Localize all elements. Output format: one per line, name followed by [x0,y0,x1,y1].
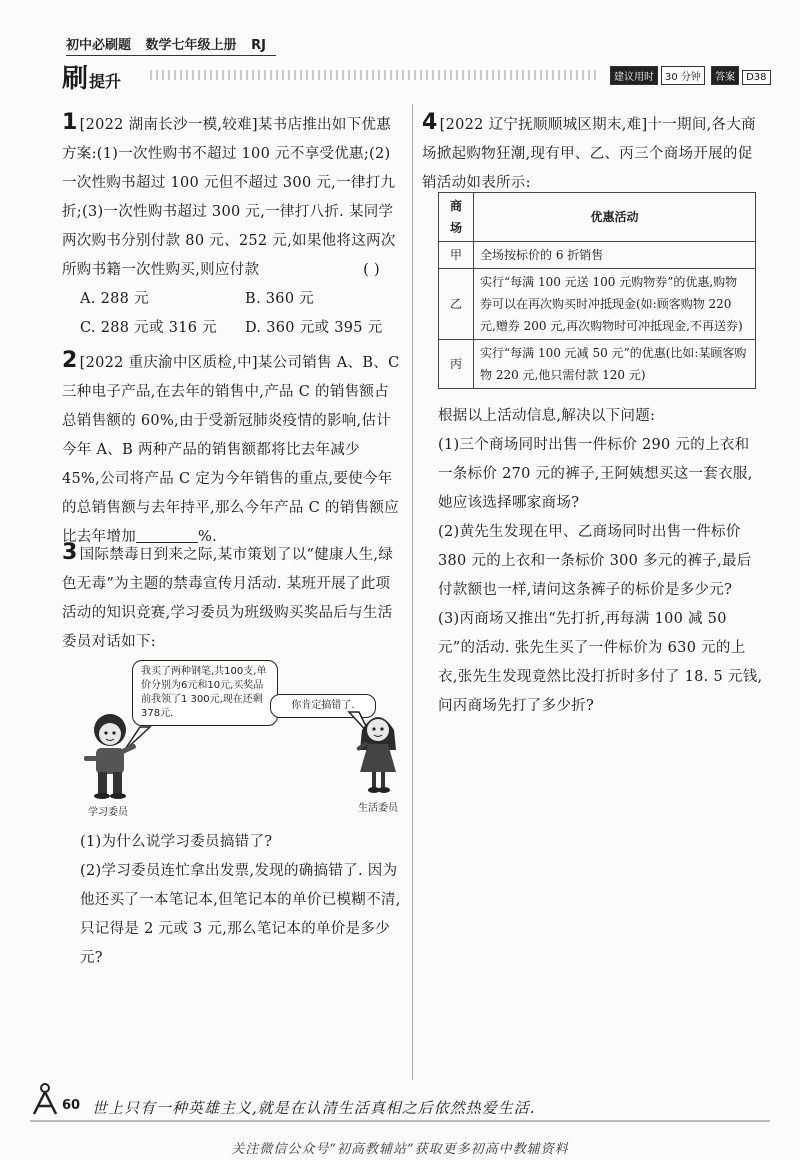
time-value: 30 分钟 [661,66,705,85]
question-text: 国际禁毒日到来之际,某市策划了以“健康人生,绿色无毒”为主题的禁毒宣传月活动. 某班开展了此项活动的知识竞赛,学习委员为班级购买奖品后与生活委员对话如下: [62,547,394,650]
sub-question-3: (3)丙商场又推出“先打折,再每满 100 减 50 元”的活动. 张先生买了一件标价为 630 元的上衣,张先生发现竟然比没打折时多付了 18. 5 元钱,问丙商场先打了多少折? [438,611,763,714]
time-answer-box [610,66,774,85]
answer-paren: ( ) [363,262,380,278]
footer-notice: 关注微信公众号“初高教辅站”获取更多初高中教辅资料 [231,1142,569,1157]
question-number: 2 [62,348,78,373]
question-number: 3 [62,540,78,565]
series-name: 初中必刷题 [66,38,132,53]
promotion-table [438,192,756,389]
question-text: [2022 辽宁抚顺顺城区期末,难]十一期间,各大商场掀起购物狂潮,现有甲、乙、丙三个商场开展的促销活动如表所示: [422,117,756,191]
footer-motto: 世上只有一种英雄主义,就是在认清生活真相之后依然热爱生活. [92,1099,536,1117]
option-b: B. 360 元 [245,291,315,307]
sub-question-2: (2)黄先生发现在甲、乙商场同时出售一件标价 380 元的上衣和一条标价 300 多元的裤子,最后付款额也一样,请问这条裤子的标价是多少元? [438,524,752,598]
time-label: 建议用时 [610,66,658,85]
edition-label: RJ [251,38,266,53]
question-1 [62,108,400,343]
speech-bubble-study: 我买了两种钢笔,共100支,单价分别为6元和10元,买奖品前我领了1 300元,现在还剩378元. [132,660,278,726]
option-a: A. 288 元 [80,291,149,307]
page-number: 60 [62,1098,81,1113]
store-cell: 甲 [439,242,474,269]
subject-name: 数学七年级上册 [145,38,237,53]
brand-big: 刷 [62,64,88,94]
column-divider [412,104,413,1080]
sub-question-1: (1)三个商场同时出售一件标价 290 元的上衣和一条标价 270 元的裤子,王阿姨想买这一套衣服,她应该选择哪家商场? [438,437,753,511]
brand-small: 提升 [89,72,122,91]
person-label-study: 学习委员 [88,807,128,818]
question-3-parts [80,828,402,973]
table-row [439,340,756,389]
life-committee-figure [350,710,406,796]
footer-line [30,1120,770,1122]
store-cell: 丙 [439,340,474,389]
question-tail: %. [198,529,217,545]
study-committee-figure [78,712,142,800]
table-row [439,269,756,340]
sub-question-1: (1)为什么说学习委员搞错了? [80,834,273,850]
table-row [439,242,756,269]
activity-cell: 实行“每满 100 元送 100 元购物券”的优惠,购物券可以在再次购买时冲抵现金(如:顾客购物 220 元,赠券 200 元,再次购物时可冲抵现金,不再送券) [474,269,756,340]
sub-question-2: (2)学习委员连忙拿出发票,发现的确搞错了. 因为他还买了一本笔记本,但笔记本的单价已模糊不清,只记得是 2 元或 3 元,那么笔记本的单价是多少元? [80,863,401,966]
question-text: [2022 湖南长沙一模,较难]某书店推出如下优惠方案:(1)一次性购书不超过 100 元不享受优惠;(2)一次性购书超过 100 元但不超过 300 元,一律打九折;(3)一次性购书超过 300 元,一律打八折. 某同学两次购书分别付款 80 元、252 元,如果他将这两次所购书籍一次性购买,则应付款 [62,117,396,278]
table-header: 商场 [439,193,474,242]
question-4 [422,108,766,198]
table-header-row [439,193,756,242]
person-label-life: 生活委员 [358,803,398,814]
speech-bubble-life: 你肯定搞错了. [270,694,376,718]
book-header [66,34,276,56]
table-header: 优惠活动 [474,193,756,242]
question-2 [62,346,400,552]
question-text: [2022 重庆渝中区质检,中]某公司销售 A、B、C 三种电子产品,在去年的销售中,产品 C 的销售额占总销售额的 60%,由于受新冠肺炎疫情的影响,估计今年 A、B 两种产品的销售额都将比去年减少 45%,公司将产品 C 定为今年销售的重点,要使今年的总销售额与去年持平,那么今年产品 C 的销售额应比去年增加 [62,355,400,545]
header-dash-divider [150,70,600,80]
question-4-parts [438,402,764,721]
options-list [62,285,400,343]
question-4-intro: 根据以上活动信息,解决以下问题: [438,408,656,424]
question-number: 1 [62,110,78,135]
activity-cell: 实行“每满 100 元减 50 元”的优惠(比如:某顾客购物 220 元,他只需付款 120 元) [474,340,756,389]
option-d: D. 360 元或 395 元 [245,320,383,336]
question-3 [62,538,400,657]
option-c: C. 288 元或 316 元 [80,320,217,336]
question-number: 4 [422,110,438,135]
answer-label: 答案 [711,66,739,85]
compass-icon [28,1082,62,1118]
store-cell: 乙 [439,269,474,340]
answer-page: D38 [742,70,770,85]
section-brand [62,58,121,95]
activity-cell: 全场按标价的 6 折销售 [474,242,756,269]
